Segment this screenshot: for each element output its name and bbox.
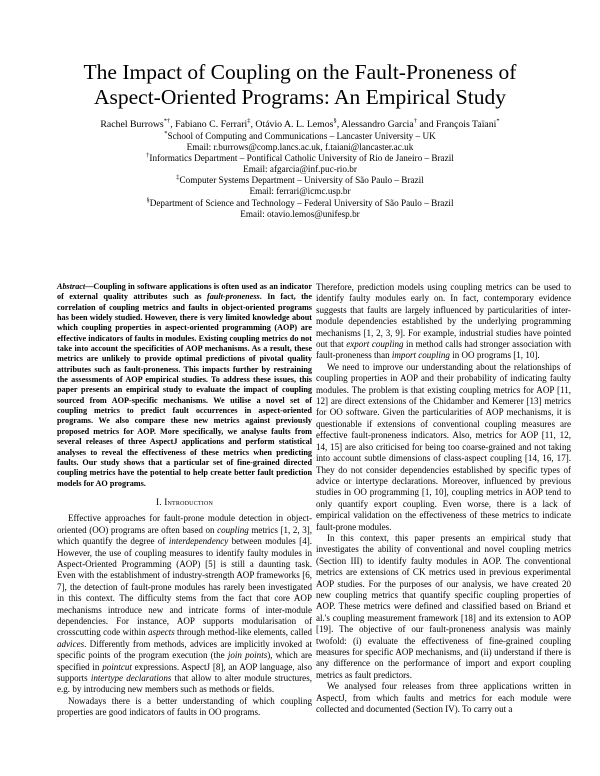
body-text: Effective approaches for fault-prone module detection in object-oriented (OO) programs are often based on — [57, 513, 312, 535]
right-column — [316, 282, 571, 715]
affiliations — [20, 131, 580, 220]
body-text: in method calls had stronger association with fault-proneness than — [316, 339, 571, 361]
affiliation-line — [20, 153, 580, 164]
author-5: and François Taïani — [417, 119, 497, 130]
paper-title — [40, 60, 560, 110]
body-text: between modules [4]. However, the use of coupling measures to identify faulty modules in Aspect-Oriented Programming (AOP) [5] is still a daunting task. Even with the establishment of industry-strength AOP frameworks [6, 7], the detection of fault-prone modules has rarely been investigated in this context. The difficulty stems from the fact that core AOP mechanisms introduce new and intricate forms of inter-module dependencies. For instance, AOP supports modularisation of crosscutting code within — [57, 536, 312, 638]
abstract-label: Abstract — [57, 282, 86, 291]
body-text: metrics [1, 2, 3], which quantify the degree of — [57, 524, 313, 547]
abstract-text: —Coupling in software applications is often used as an indicator of external quality attributes such as — [57, 282, 312, 302]
emphasis: export coupling — [346, 339, 404, 350]
abstract-text: . In fact, the correlation of coupling metrics and faults in object-oriented programs has been widely studied. However, there is very limited knowledge about which coupling properties in aspect-oriented programming (AOP) are effective indicators of faults in modules. Existing coupling metrics do not take into account the specificities of AOP mechanisms. As a result, these metrics are unlikely to provide optimal predictions of pivotal quality attributes such as fault-proneness. This impacts further by restraining the assessments of AOP empirical studies. To address these issues, this paper presents an empirical study to evaluate the impact of coupling sourced from AOP-specific mechanisms. We utilise a novel set of coupling metrics to predict fault occurrences in aspect-oriented programs. We also compare these new metrics against previously proposed metrics for AOP. More specifically, we analyse faults from several releases of three AspectJ applications and perform statistical analyses to reveal the effectiveness of these metrics when predicting faults. Our study shows that a particular set of fine-grained directed coupling metrics have the potential to help create better fault prediction models for AO programs. — [57, 292, 312, 488]
abstract — [57, 282, 312, 489]
affiliation-marker: § — [146, 196, 150, 204]
emphasis: aspects — [148, 627, 175, 638]
affiliation-email: Email: ferrari@icmc.usp.br — [249, 186, 351, 197]
author-4-sup: † — [413, 117, 417, 125]
affiliation-text: Computer Systems Department – University of São Paulo – Brazil — [179, 175, 424, 186]
author-5-sup: * — [496, 117, 500, 125]
body-paragraph: We need to improve our understanding about the relationships of coupling properties in AOP and their probability of indicating faulty modules. The problem is that existing coupling metrics for AOP [11, 12] are direct extensions of the Chidamber and Kemerer [13] metrics for OO software. Given the particularities of AOP mechanisms, it is questionable if extensions of conventional coupling measures are effective fault-proneness indicators. Also, metrics for AOP [11, 12, 14, 15] are also criticised for being too coarse-grained and not taking into account subtle dimensions of class-aspect coupling [14, 16, 17]. They do not consider dependencies established by specific types of advice or intertype declarations. Moreover, influenced by previous studies in OO programming [1, 10], coupling metrics in AOP tend to only quantify export coupling. Even worse, there is a lack of empirical validation on the effectiveness of these metrics to indicate fault-prone modules. — [316, 361, 571, 532]
body-text: ), which are specified in — [57, 650, 312, 672]
emphasis: join points — [227, 650, 268, 661]
affiliation-email: Email: afgarcia@inf.puc-rio.br — [243, 164, 357, 175]
author-3-sup: § — [333, 117, 337, 125]
intro-paragraph: Nowadays there is a better understanding of which coupling properties are good indicators of faults in OO programs. — [57, 695, 312, 718]
author-1-sup: *† — [163, 117, 171, 125]
body-text: expressions. AspectJ [8], an AOP language, also supports — [57, 661, 312, 683]
affiliation-text: School of Computing and Communications – Lancaster University – UK — [167, 131, 436, 141]
emphasis: advices — [57, 638, 85, 649]
title-line-2: Aspect-Oriented Programs: An Empirical Study — [93, 85, 506, 109]
abstract-emphasis: fault-proneness — [206, 292, 260, 302]
body-text: Therefore, prediction models using coupling metrics can be used to identify faulty modules early on. In fact, contemporary evidence suggests that faults are largely influenced by particularities of inter-module dependencies established by the underlying programming mechanisms [1, 2, 3, 9]. For example, industrial studies have pointed out that — [316, 282, 571, 350]
author-1: Rachel Burrows — [100, 119, 164, 130]
affiliation-email: Email: otavio.lemos@unifesp.br — [240, 208, 360, 219]
author-list — [20, 119, 580, 131]
body-paragraph: We analysed four releases from three applications written in AspectJ, from which faults and metrics for each module were collected and documented (Section IV). To carry out a — [316, 681, 571, 715]
affiliation-line — [20, 175, 580, 186]
affiliation-email: Email: r.burrows@comp.lancs.ac.uk, f.taiani@lancaster.ac.uk — [186, 142, 414, 153]
emphasis: import coupling — [391, 350, 450, 361]
body-text: in OO programs [1, 10]. — [449, 350, 540, 361]
body-text: that allow to alter module structures, e.g. by introducing new members such as methods or fields. — [57, 672, 312, 695]
body-text: . Differently from methods, advices are implicitly invoked at specific points of the program execution (the — [57, 638, 312, 661]
emphasis: coupling — [217, 524, 249, 535]
author-3: , Otávio A. L. Lemos — [250, 119, 334, 130]
affiliation-line — [20, 198, 580, 209]
affiliation-text: Informatics Department – Pontifical Catholic University of Rio de Janeiro – Brazil — [149, 153, 454, 164]
emphasis: interdependency — [168, 536, 229, 547]
emphasis: intertype declarations — [90, 672, 172, 683]
left-column — [57, 282, 312, 719]
body-paragraph — [316, 282, 571, 362]
body-text: through method-like elements, called — [174, 627, 313, 638]
affiliation-text: Department of Science and Technology – Federal University of São Paulo – Brazil — [149, 197, 454, 208]
author-2: , Fabiano C. Ferrari — [170, 119, 248, 130]
author-4: , Alessandro Garcia — [336, 119, 414, 130]
affiliation-marker: ‡ — [176, 174, 180, 182]
body-paragraph: In this context, this paper presents an empirical study that investigates the ability of conventional and novel coupling metrics (Section III) to identify faulty modules in AOP. The conventional metrics are extensions of CK metrics used in previous experimental AOP studies. For the purposes of our analysis, we have created 20 new coupling metrics that quantify specific coupling properties of AOP. These metrics were defined and classified based on Briand et al.'s coupling measurement framework [18] and its extension to AOP [19]. The objective of our fault-proneness analysis was mainly twofold: (i) evaluate the effectiveness of fine-grained coupling measures for specific AOP mechanisms, and (ii) understand if there is any difference on the performance of import and export coupling metrics as fault predictors. — [316, 532, 571, 680]
affiliation-marker: † — [146, 152, 150, 160]
affiliation-line — [20, 131, 580, 142]
section-heading: I. Introduction — [155, 496, 214, 507]
intro-paragraph — [57, 513, 312, 696]
author-2-sup: ‡ — [247, 117, 251, 125]
title-line-1: The Impact of Coupling on the Fault-Proneness of — [83, 60, 517, 84]
affiliation-marker: * — [164, 129, 168, 137]
emphasis: pointcut — [102, 661, 132, 672]
